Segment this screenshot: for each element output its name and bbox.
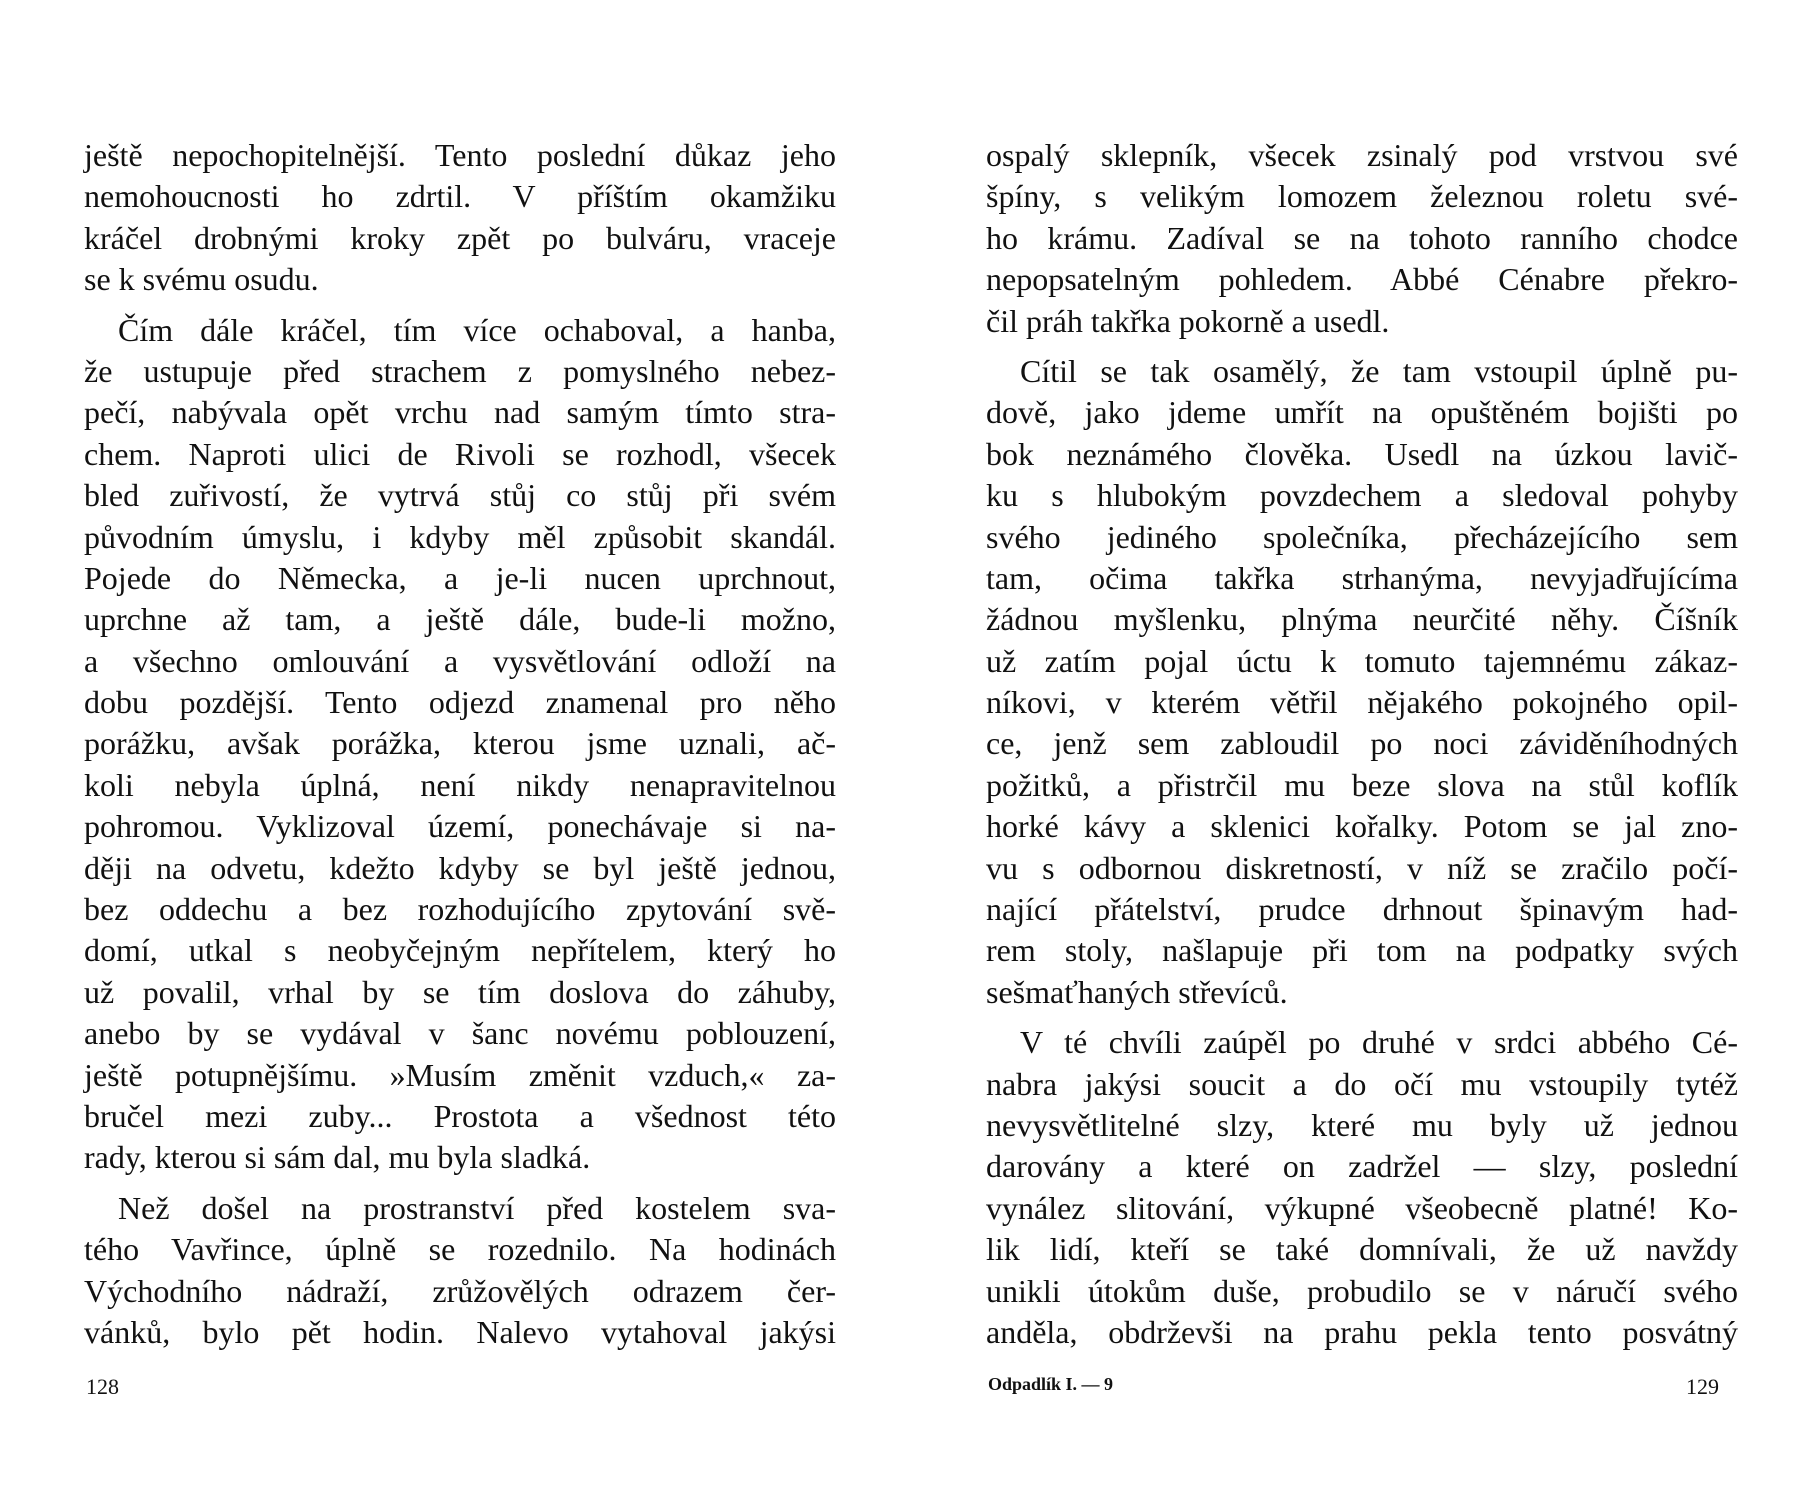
text-line: unikli útokům duše, probudilo se v náručí svého [986,1272,1738,1309]
text-line: rem stoly, našlapuje při tom na podpatky svých [986,932,1738,969]
text-line: dově, jako jdeme umřít na opuštěném bojišti po [986,394,1738,431]
text-line: dobu pozdější. Tento odjezd znamenal pro něho [84,684,836,721]
text-line: nemohoucnosti ho zdrtil. V příštím okamžiku [84,178,836,215]
text-line: že ustupuje před strachem z pomyslného nebez- [84,352,836,389]
page-number: 129 [1686,1374,1719,1399]
text-line: ještě nepochopitelnější. Tento poslední důkaz jeho [84,137,836,173]
right-page [900,0,1812,1500]
text-line: pečí, nabývala opět vrchu nad samým tímto stra- [84,394,836,431]
text-line: nepopsatelným pohledem. Abbé Cénabre překro- [986,261,1738,298]
text-line: ospalý sklepník, všecek zsinalý pod vrstvou své [986,137,1738,173]
text-line: čil práh takřka pokorně a usedl. [986,302,1390,339]
text-line: Pojede do Německa, a je-li nucen uprchnout, [84,559,836,596]
text-line: lik lidí, kteří se také domnívali, že už navždy [986,1231,1738,1268]
paragraph-gap [84,1179,836,1188]
text-line: darovány a které on zadržel — slzy, poslední [986,1148,1738,1185]
text-line: vynález slitování, výkupné všeobecně platné! Ko- [986,1189,1738,1226]
text-line: a všechno omlouvání a vysvětlování odloží na [84,642,836,679]
text-line: horké kávy a sklenici kořalky. Potom se jal zno- [986,808,1738,845]
text-line: chem. Naproti ulici de Rivoli se rozhodl, všecek [84,435,836,472]
text-line: Cítil se tak osamělý, že tam vstoupil úplně pu- [1020,352,1738,389]
text-line: vu s odbornou diskretností, v níž se zračilo počí- [986,849,1738,886]
text-line: svého jediného společníka, přecházejícího sem [986,518,1738,555]
text-line: nabra jakýsi soucit a do očí mu vstoupily tytéž [986,1065,1738,1102]
text-line: žádnou myšlenku, plnýma neurčité něhy. Číšník [986,601,1738,638]
text-line: Východního nádraží, zrůžovělých odrazem čer- [84,1272,836,1309]
text-line: bručel mezi zuby... Prostota a všednost této [84,1097,836,1134]
text-line: sešmaťhaných střevíců. [986,973,1288,1010]
text-line: níkovi, v kterém větřil nějakého pokojného opil- [986,684,1738,721]
text-line: ho krámu. Zadíval se na tohoto ranního chodce [986,219,1738,256]
text-line: vánků, bylo pět hodin. Nalevo vytahoval jakýsi [84,1313,836,1350]
text-line: bled zuřivostí, že vytrvá stůj co stůj při svém [84,477,836,514]
text-line: koli nebyla úplná, není nikdy nenapravitelnou [84,766,836,803]
text-line: tam, očima takřka strhanýma, nevyjadřujícíma [986,559,1738,596]
text-line: požitků, a přistrčil mu beze slova na stůl koflík [986,766,1738,803]
text-line: tého Vavřince, úplně se rozednilo. Na hodinách [84,1231,836,1268]
text-line: kráčel drobnými kroky zpět po bulváru, vraceje [84,219,836,256]
left-page [0,0,900,1500]
left-page-text [84,135,836,1353]
printer-signature-mark: Odpadlík I. — 9 [988,1374,1114,1394]
text-line: domí, utkal s neobyčejným nepřítelem, který ho [84,932,836,969]
text-line: Čím dále kráčel, tím více ochaboval, a hanba, [118,311,836,348]
text-line: porážku, avšak porážka, kterou jsme uznali, ač- [84,725,836,762]
text-line: nevysvětlitelné slzy, které mu byly už jednou [986,1106,1738,1143]
text-line: nající přátelství, prudce drhnout špinavým had- [986,891,1738,928]
paragraph-gap [986,1013,1738,1022]
text-line: anděla, obdrževši na prahu pekla tento posvátný [986,1313,1738,1350]
paragraph-gap [986,342,1738,351]
text-line: špíny, s velikým lomozem železnou roletu své- [986,178,1738,215]
text-line: původním úmyslu, i kdyby měl způsobit skandál. [84,518,836,555]
text-line: ději na odvetu, kdežto kdyby se byl ještě jednou, [84,849,836,886]
text-line: už zatím pojal úctu k tomuto tajemnému zákaz- [986,642,1738,679]
page-number: 128 [86,1374,119,1399]
text-line: bez oddechu a bez rozhodujícího zpytování svě- [84,891,836,928]
paragraph-gap [84,301,836,310]
text-line: rady, kterou si sám dal, mu byla sladká. [84,1139,591,1176]
text-line: ce, jenž sem zabloudil po noci záviděníhodných [986,725,1738,762]
text-line: Než došel na prostranství před kostelem sva- [118,1189,836,1226]
text-line: pohromou. Vyklizoval území, ponechávaje si na- [84,808,836,845]
text-line: anebo by se vydával v šanc novému poblouzení, [84,1015,836,1052]
right-page-text [986,135,1738,1353]
text-line: se k svému osudu. [84,261,319,298]
text-line: V té chvíli zaúpěl po druhé v srdci abbého Cé- [1020,1024,1738,1061]
text-line: ještě potupnějšímu. »Musím změnit vzduch,« za- [84,1056,836,1093]
text-line: ku s hlubokým povzdechem a sledoval pohyby [986,477,1738,514]
text-line: bok neznámého člověka. Usedl na úzkou lavič- [986,435,1738,472]
text-line: uprchne až tam, a ještě dále, bude-li možno, [84,601,836,638]
text-line: už povalil, vrhal by se tím doslova do záhuby, [84,973,836,1010]
